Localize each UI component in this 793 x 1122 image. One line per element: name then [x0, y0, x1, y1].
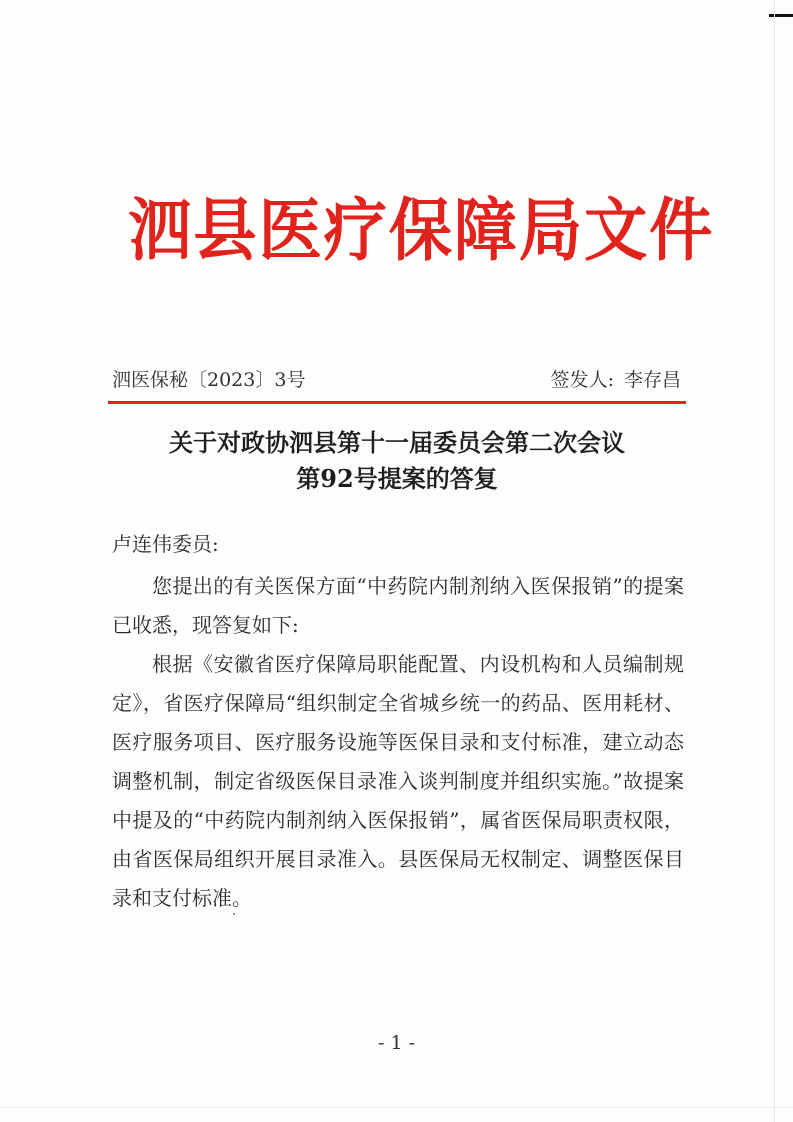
scan-edge-bottom — [0, 1107, 793, 1108]
document-header-title: 泗县医疗保障局文件 — [128, 191, 715, 271]
body-paragraph-1: 您提出的有关医保方面“中药院内制剂纳入医保报销”的提案已收悉，现答复如下: — [112, 574, 684, 637]
body-text — [112, 567, 684, 918]
scan-edge — [774, 0, 775, 1122]
body-paragraph-2: 根据《安徽省医疗保障局职能配置、内设机构和人员编制规定》，省医疗保障局“组织制定全省城乡统一的药品、医用耗材、医疗服务项目、医疗服务设施等医保目录和支付标准，建立动态调整机制，制定省级医保目录准入谈判制度并组织实施。”故提案中提及的“中药院内制剂纳入医保报销”，属省医保局职责权限，由省医保局组织开展目录准入。县医保局无权制定、调整医保目录和支付标准。 — [112, 652, 684, 910]
signer-name: 李存昌 — [623, 369, 681, 391]
subject-line-1: 关于对政协泗县第十一届委员会第二次会议 — [169, 428, 625, 457]
salutation: 卢连伟委员: — [112, 532, 219, 556]
page-number: - 1 - — [377, 1032, 415, 1054]
scan-mark — [769, 14, 793, 17]
subject-title — [108, 425, 686, 497]
scan-speck — [233, 913, 235, 915]
subject-line-2: 第92号提案的答复 — [296, 464, 498, 493]
signer-block — [551, 365, 681, 392]
document-number: 泗医保秘〔2023〕3号 — [112, 369, 306, 391]
signer-label: 签发人: — [550, 369, 614, 391]
red-divider-line — [108, 401, 686, 404]
